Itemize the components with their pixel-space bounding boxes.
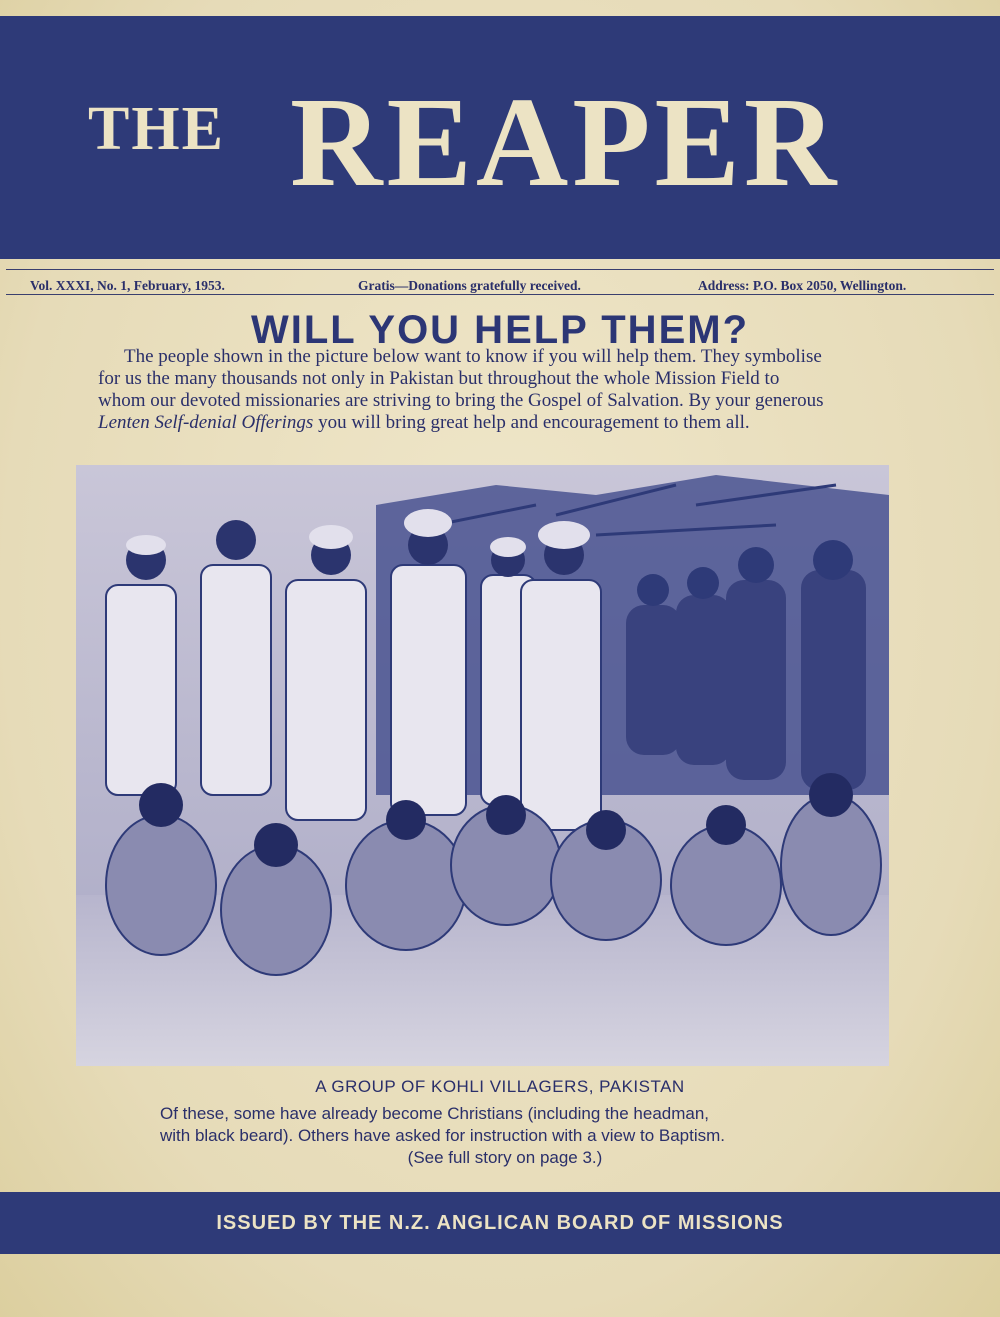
photo-caption-title: A GROUP OF KOHLI VILLAGERS, PAKISTAN — [315, 1077, 685, 1096]
villagers-photo-illustration — [76, 465, 889, 1066]
intro-line — [98, 412, 898, 434]
info-rule — [6, 294, 994, 295]
caption-line: Of these, some have already become Christians (including the headman, — [160, 1104, 710, 1123]
caption-line: with black beard). Others have asked for instruction with a view to Baptism. — [160, 1126, 726, 1145]
caption-page-reference: (See full story on page 3.) — [407, 1148, 603, 1167]
intro-paragraph — [98, 346, 898, 434]
masthead-the: THE — [88, 95, 225, 163]
masthead-banner — [0, 16, 1000, 259]
footer-banner — [0, 1192, 1000, 1254]
top-rule — [6, 269, 994, 270]
issue-info-line — [0, 272, 1000, 296]
villagers-photo — [76, 465, 889, 1066]
issue-volume: Vol. XXXI, No. 1, February, 1953. — [30, 278, 225, 293]
intro-line: The people shown in the picture below want to know if you will help them. They symbolise — [124, 346, 822, 367]
intro-line: whom our devoted missionaries are striving to bring the Gospel of Salvation. By your generous — [98, 390, 824, 411]
intro-line-end: you will bring great help and encouragement to them all. — [313, 412, 750, 433]
intro-line: for us the many thousands not only in Pakistan but throughout the whole Mission Field to — [98, 368, 780, 389]
photo-caption — [160, 1103, 850, 1169]
headline: WILL YOU HELP THEM? — [250, 308, 750, 352]
issue-address: Address: P.O. Box 2050, Wellington. — [698, 278, 907, 293]
issue-gratis: Gratis—Donations gratefully received. — [358, 278, 581, 293]
footer-issuer: ISSUED BY THE N.Z. ANGLICAN BOARD OF MISSIONS — [216, 1212, 784, 1234]
masthead-title: REAPER — [290, 71, 841, 213]
intro-italic-phrase: Lenten Self-denial Offerings — [98, 412, 314, 433]
